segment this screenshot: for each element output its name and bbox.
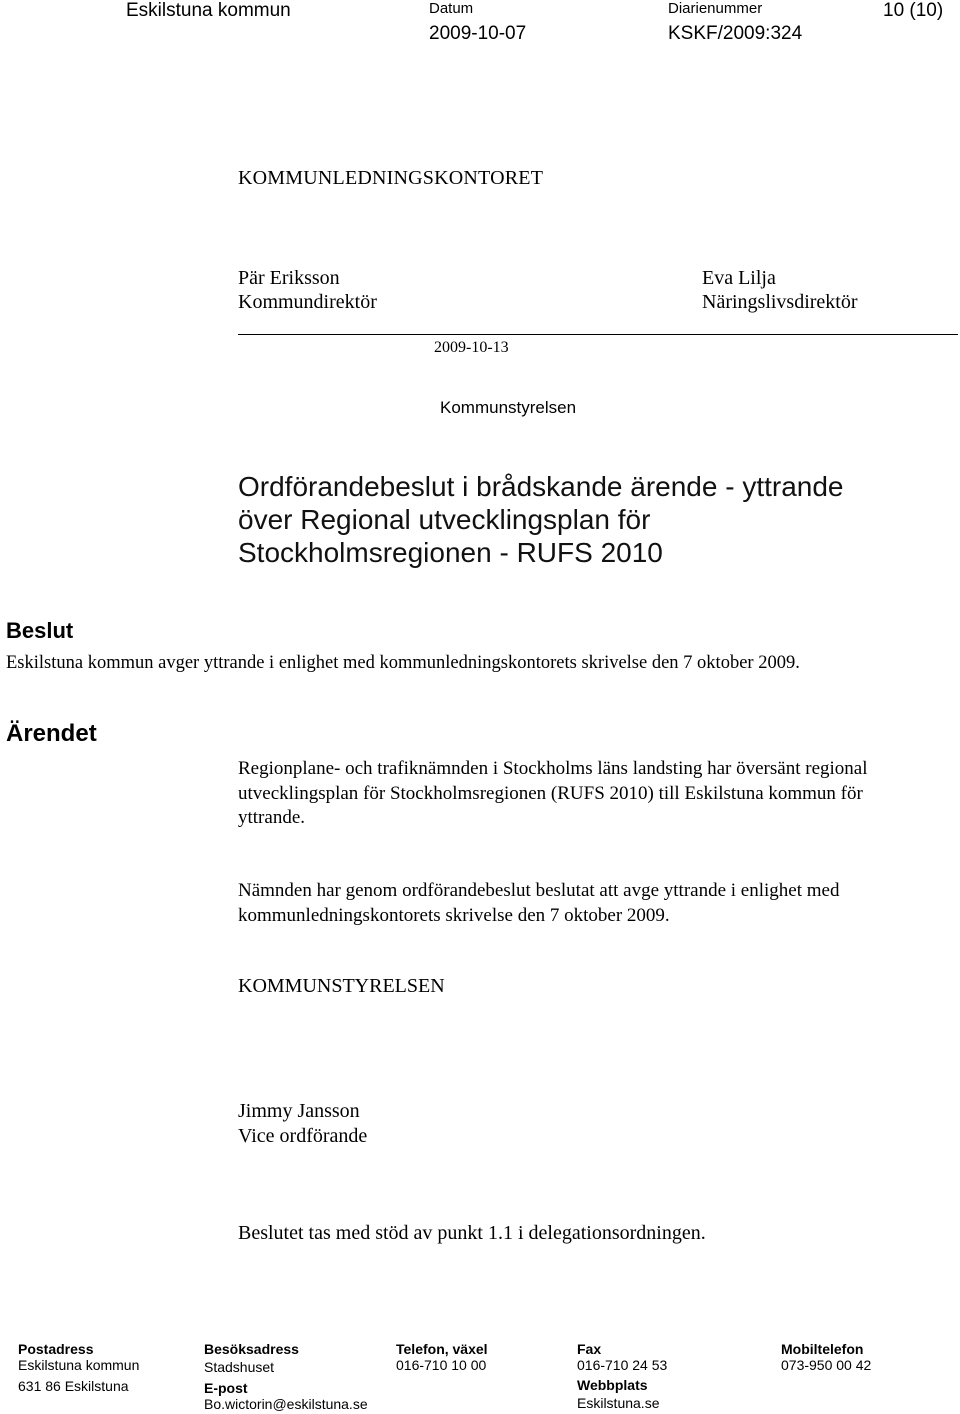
footer-webbplats-value[interactable]: Eskilstuna.se [577,1395,660,1411]
footer-webbplats-label: Webbplats [577,1377,648,1393]
department-name: KOMMUNLEDNINGSKONTORET [238,167,544,189]
footer-mobil-value: 073-950 00 42 [781,1357,872,1373]
meeting-date: 2009-10-13 [434,339,509,356]
signatory-left-title: Kommundirektör [238,291,377,313]
beslut-text: Eskilstuna kommun avger yttrande i enlighet med kommunledningskontorets skrivelse den 7 oktober 2009. [6,653,800,673]
footer-epost-value[interactable]: Bo.wictorin@eskilstuna.se [204,1396,368,1412]
footer-fax-label: Fax [577,1341,602,1357]
signatory-right-title: Näringslivsdirektör [702,291,858,313]
header-diarie-label: Diarienummer [668,0,763,17]
signatory-left-name: Pär Eriksson [238,267,340,289]
recipient: Kommunstyrelsen [440,398,577,417]
header-datum-label: Datum [429,0,474,17]
footer-fax-value: 016-710 24 53 [577,1357,668,1373]
title-line: Ordförandebeslut i brådskande ärende - yttrande [238,471,844,502]
signatory-left [238,266,377,314]
footer-postadress-label: Postadress [18,1341,94,1357]
footer-besoksadress-value: Stadshuset [204,1359,275,1375]
title-line: Stockholmsregionen - RUFS 2010 [238,537,663,568]
delegation-note: Beslutet tas med stöd av punkt 1.1 i delegationsordningen. [238,1222,706,1244]
signatory-right [702,266,858,314]
footer-besoksadress-label: Besöksadress [204,1341,299,1357]
footer-telefon-value: 016-710 10 00 [396,1357,487,1373]
document-title [238,470,844,569]
arendet-heading: Ärendet [6,720,97,747]
board-name: KOMMUNSTYRELSEN [238,975,445,997]
arendet-paragraph-2 [238,879,938,928]
footer-postadress-line2: 631 86 Eskilstuna [18,1378,129,1394]
paragraph-line: Regionplane- och trafiknämnden i Stockholms läns landsting har översänt regional [238,758,868,779]
footer-telefon-label: Telefon, växel [396,1341,488,1357]
header-diarie-value: KSKF/2009:324 [668,23,803,44]
header-organization: Eskilstuna kommun [126,0,291,21]
header-page-number: 10 (10) [883,0,944,21]
arendet-paragraph-1 [238,757,938,831]
footer-epost-label: E-post [204,1380,248,1396]
paragraph-line: utvecklingsplan för Stockholmsregionen (RUFS 2010) till Eskilstuna kommun för [238,782,863,804]
title-line: över Regional utvecklingsplan för [238,504,651,535]
paragraph-line: yttrande. [238,807,306,828]
horizontal-divider [238,334,958,335]
beslut-heading: Beslut [6,618,74,643]
paragraph-line: Nämnden har genom ordförandebeslut beslutat att avge yttrande i enlighet med [238,880,840,901]
signatory-right-name: Eva Lilja [702,267,776,289]
footer-mobil-label: Mobiltelefon [781,1341,864,1357]
header-datum-value: 2009-10-07 [429,23,527,44]
signer-name: Jimmy Jansson [238,1100,360,1122]
signer-block [238,1099,367,1149]
paragraph-line: kommunledningskontorets skrivelse den 7 oktober 2009. [238,904,670,926]
footer-postadress-line1: Eskilstuna kommun [18,1357,140,1373]
signer-title: Vice ordförande [238,1125,368,1147]
